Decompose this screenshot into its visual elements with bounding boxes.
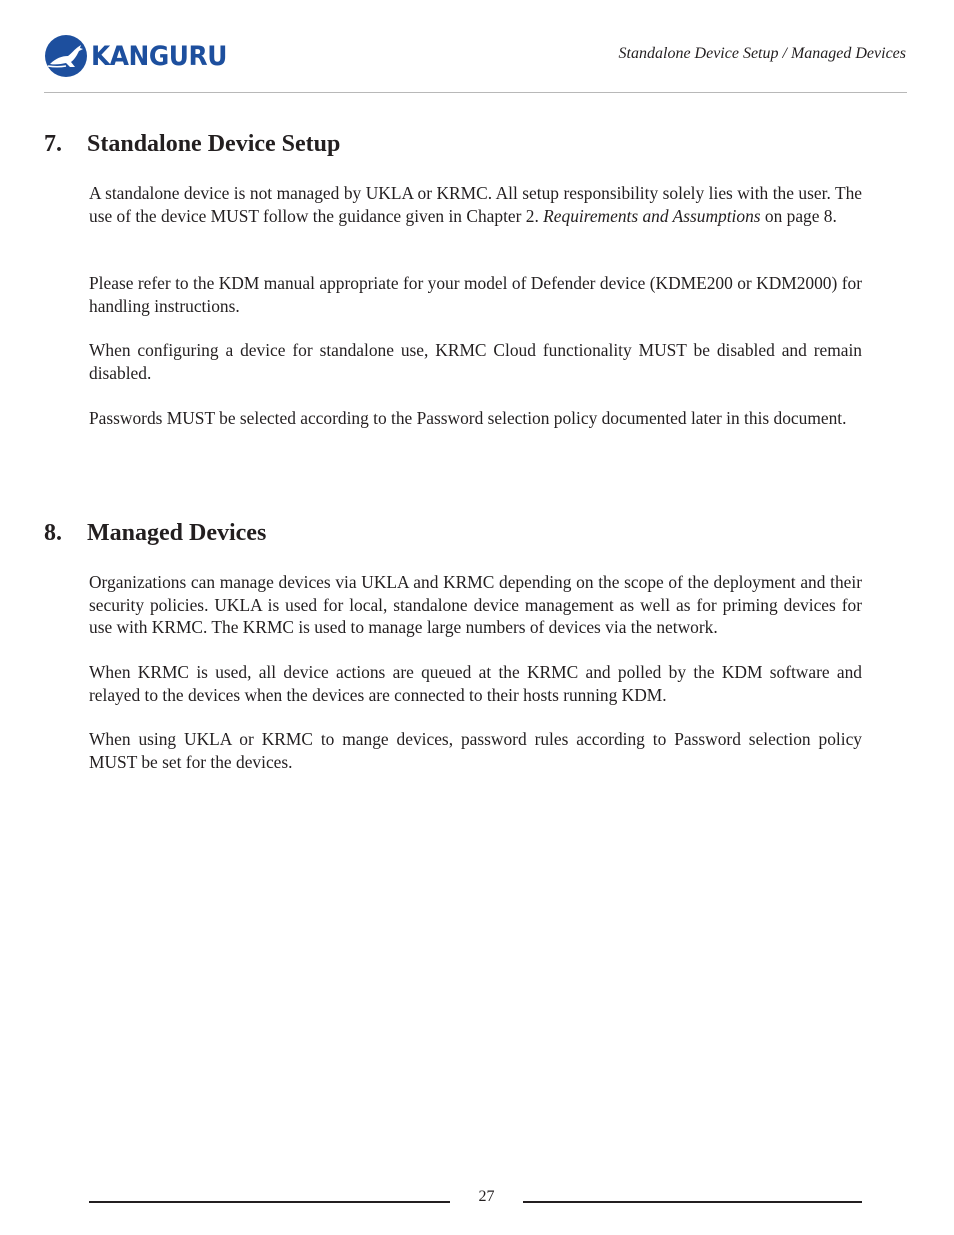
section-7-paragraph-4: Passwords MUST be selected according to the Password selection policy documented later in this document. [89, 408, 847, 428]
kangaroo-logo-icon [44, 34, 88, 78]
logo-wordmark: KANGURU [91, 40, 227, 72]
running-head: Standalone Device Setup / Managed Devices [618, 45, 906, 62]
section-7-paragraph-3: When configuring a device for standalone use, KRMC Cloud functionality MUST be disabled and remain disabled. [89, 340, 862, 383]
section-7-paragraph-2: Please refer to the KDM manual appropriate for your model of Defender device (KDME200 or KDM2000) for handling instructions. [89, 273, 862, 316]
kanguru-logo [44, 34, 239, 78]
section-7-title: Standalone Device Setup [87, 131, 341, 157]
section-8-number: 8. [44, 520, 62, 546]
section-7-heading [44, 131, 340, 158]
page-header [44, 30, 906, 92]
section-7-p1-text-b: on page 8. [760, 205, 837, 226]
section-8-heading [44, 520, 266, 547]
section-7-p1-text-a: A standalone device is not managed by UKLA or KRMC. All setup responsibility solely lies with the user. The use of the device MUST follow the guidance given in Chapter 2. [89, 183, 862, 226]
page-number: 27 [478, 1188, 495, 1205]
section-7-number: 7. [44, 131, 62, 157]
footer-rule-right [523, 1201, 862, 1203]
section-8-title: Managed Devices [87, 520, 267, 546]
header-divider [44, 92, 907, 93]
section-8-paragraph-1: Organizations can manage devices via UKLA and KRMC depending on the scope of the deployment and their security policies. UKLA is used for local, standalone device management as well as for priming devices for use with KRMC. The KRMC is used to manage large numbers of devices via the network. [89, 572, 862, 638]
section-8-paragraph-3: When using UKLA or KRMC to mange devices, password rules according to Password selection policy MUST be set for the devices. [89, 729, 862, 772]
footer-rule-left [89, 1201, 450, 1203]
section-7-p1-reference: Requirements and Assumptions [543, 205, 761, 226]
section-7-paragraph-1 [89, 182, 862, 227]
section-8-paragraph-2: When KRMC is used, all device actions are queued at the KRMC and polled by the KDM software and relayed to the devices when the devices are connected to their hosts running KDM. [89, 662, 862, 705]
